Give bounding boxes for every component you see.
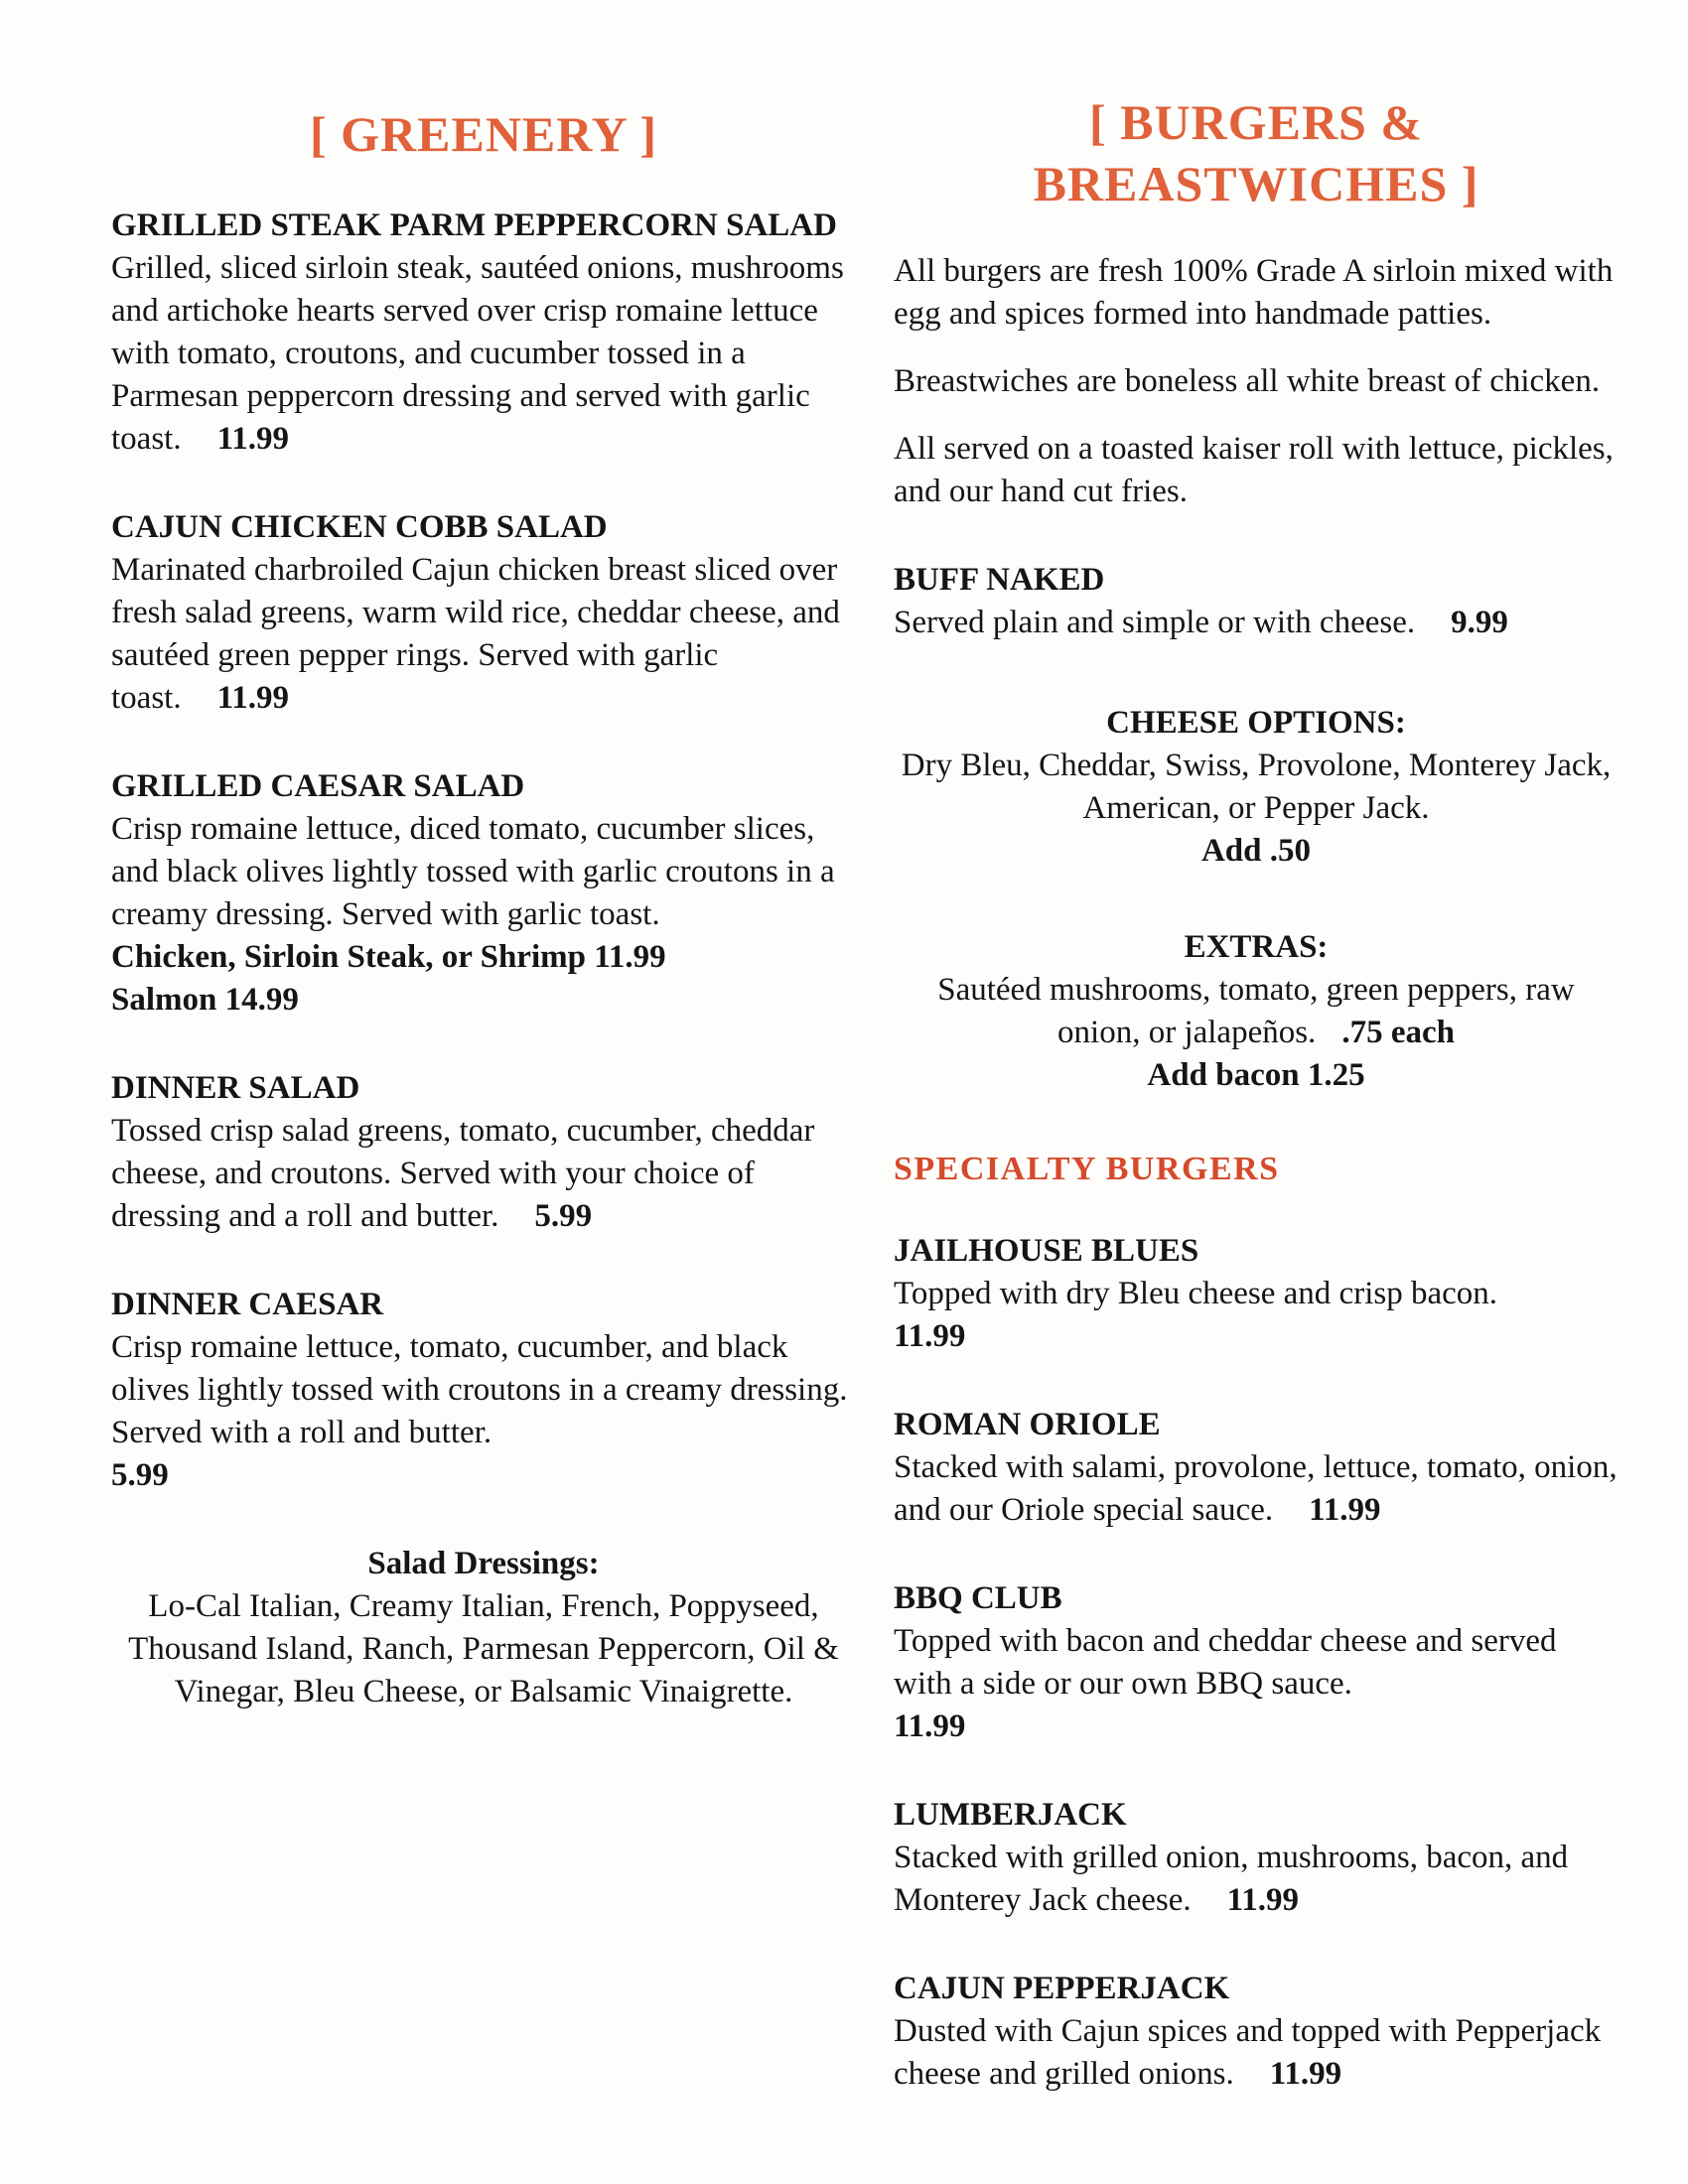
cheese-options-title: CHEESE OPTIONS: <box>1106 705 1406 741</box>
item-price: 5.99 <box>111 1457 169 1493</box>
cheese-options-list: Dry Bleu, Cheddar, Swiss, Provolone, Monterey Jack, American, or Pepper Jack. <box>901 748 1612 826</box>
item-description: Topped with bacon and cheddar cheese and served with a side or our own BBQ sauce. <box>894 1623 1557 1702</box>
extras-price: .75 each <box>1341 1015 1455 1050</box>
menu-item-buff-naked <box>894 559 1618 644</box>
item-description <box>894 1446 1618 1532</box>
item-description: Crisp romaine lettuce, diced tomato, cucumber slices, and black olives lightly tossed with garlic croutons in a creamy dressing. Served with garlic toast. <box>111 811 835 932</box>
item-description <box>894 2010 1618 2096</box>
item-price: 11.99 <box>1309 1492 1381 1528</box>
item-price: 5.99 <box>534 1198 593 1234</box>
intro-paragraph-burgers: All burgers are fresh 100% Grade A sirloin mixed with egg and spices formed into handmade patties. <box>894 253 1614 332</box>
menu-item-bbq-club <box>894 1577 1618 1748</box>
item-price: 11.99 <box>894 1708 966 1744</box>
item-title: GRILLED CAESAR SALAD <box>111 768 525 804</box>
item-description-text: Grilled, sliced sirloin steak, sautéed onions, mushrooms and artichoke hearts served over crisp romaine lettuce with tomato, croutons, and cucumber tossed in a Parmesan peppercorn dressing and served with garlic toast. <box>111 250 844 457</box>
salad-dressings-list: Lo-Cal Italian, Creamy Italian, French, Poppyseed, Thousand Island, Ranch, Parmesan Peppercorn, Oil & Vinegar, Bleu Cheese, or Balsamic Vinaigrette. <box>128 1588 839 1709</box>
item-price: 11.99 <box>1226 1882 1300 1918</box>
intro-paragraph-breastwiches: Breastwiches are boneless all white breast of chicken. <box>894 363 1601 399</box>
menu-item-cajun-pepperjack <box>894 1968 1618 2096</box>
item-title: CAJUN PEPPERJACK <box>894 1971 1230 2006</box>
item-description-text: Marinated charbroiled Cajun chicken breast sliced over fresh salad greens, warm wild rice, cheddar cheese, and sautéed green pepper rings. Served with garlic toast. <box>111 552 840 716</box>
menu-item-grilled-caesar-salad <box>111 765 856 1022</box>
item-description: Topped with dry Bleu cheese and crisp bacon. <box>894 1276 1498 1311</box>
item-title: CAJUN CHICKEN COBB SALAD <box>111 509 608 545</box>
item-price: 9.99 <box>1451 605 1508 640</box>
item-title: DINNER CAESAR <box>111 1287 384 1322</box>
extras-bacon-price: Add bacon 1.25 <box>1147 1057 1365 1093</box>
item-title: ROMAN ORIOLE <box>894 1407 1161 1442</box>
item-description-text: Stacked with salami, provolone, lettuce, tomato, onion, and our Oriole special sauce. <box>894 1449 1618 1528</box>
item-title: BBQ CLUB <box>894 1580 1062 1616</box>
burgers-section <box>856 0 1688 2184</box>
specialty-burgers-heading: SPECIALTY BURGERS <box>894 1151 1280 1187</box>
cheese-options-price: Add .50 <box>1200 833 1312 869</box>
item-price: 11.99 <box>894 1318 966 1354</box>
item-description <box>894 602 1618 644</box>
item-description <box>894 1837 1618 1922</box>
intro-paragraph-served: All served on a toasted kaiser roll with lettuce, pickles, and our hand cut fries. <box>894 431 1614 509</box>
item-description <box>111 549 856 720</box>
item-description: Crisp romaine lettuce, tomato, cucumber, and black olives lightly tossed with croutons in a creamy dressing. Served with a roll and butter. <box>111 1329 848 1450</box>
item-description-text: Tossed crisp salad greens, tomato, cucumber, cheddar cheese, and croutons. Served with your choice of dressing and a roll and butter. <box>111 1113 815 1234</box>
burgers-header-line2: BREASTWICHES ] <box>1033 156 1479 211</box>
menu-item-jailhouse-blues <box>894 1230 1618 1358</box>
cheese-options-block <box>894 702 1618 873</box>
burgers-header <box>894 91 1618 214</box>
burgers-header-line1: [ BURGERS & <box>1088 94 1424 150</box>
item-title: BUFF NAKED <box>894 562 1105 598</box>
greenery-header: [ GREENERY ] <box>309 106 658 162</box>
item-description-text: Served plain and simple or with cheese. <box>894 605 1416 640</box>
menu-item-roman-oriole <box>894 1404 1618 1532</box>
item-title: JAILHOUSE BLUES <box>894 1233 1199 1269</box>
item-price: 11.99 <box>1269 2056 1342 2092</box>
item-title: DINNER SALAD <box>111 1070 360 1106</box>
menu-item-lumberjack <box>894 1794 1618 1922</box>
extras-block <box>894 926 1618 1097</box>
menu-item-grilled-steak-parm-peppercorn-salad <box>111 205 856 461</box>
item-description-text: Dusted with Cajun spices and topped with Pepperjack cheese and grilled onions. <box>894 2013 1602 2092</box>
salad-dressings-block <box>111 1543 856 1713</box>
menu-item-dinner-caesar <box>111 1284 856 1497</box>
extras-list <box>894 969 1618 1054</box>
extras-title: EXTRAS: <box>1184 929 1329 965</box>
item-price: 11.99 <box>216 421 290 457</box>
extras-list-text: Sautéed mushrooms, tomato, green peppers, raw onion, or jalapeños. <box>937 972 1575 1050</box>
item-description-text: Stacked with grilled onion, mushrooms, bacon, and Monterey Jack cheese. <box>894 1840 1569 1918</box>
menu-item-dinner-salad <box>111 1067 856 1238</box>
item-description <box>111 247 856 461</box>
item-price-options: Chicken, Sirloin Steak, or Shrimp 11.99 <box>111 939 666 975</box>
item-price-salmon: Salmon 14.99 <box>111 982 299 1018</box>
item-description <box>111 1110 856 1238</box>
item-price: 11.99 <box>216 680 290 716</box>
burgers-intro <box>894 250 1618 513</box>
item-title: LUMBERJACK <box>894 1797 1127 1833</box>
item-title: GRILLED STEAK PARM PEPPERCORN SALAD <box>111 207 837 243</box>
salad-dressings-title: Salad Dressings: <box>367 1546 600 1581</box>
menu-item-cajun-chicken-cobb-salad <box>111 506 856 720</box>
